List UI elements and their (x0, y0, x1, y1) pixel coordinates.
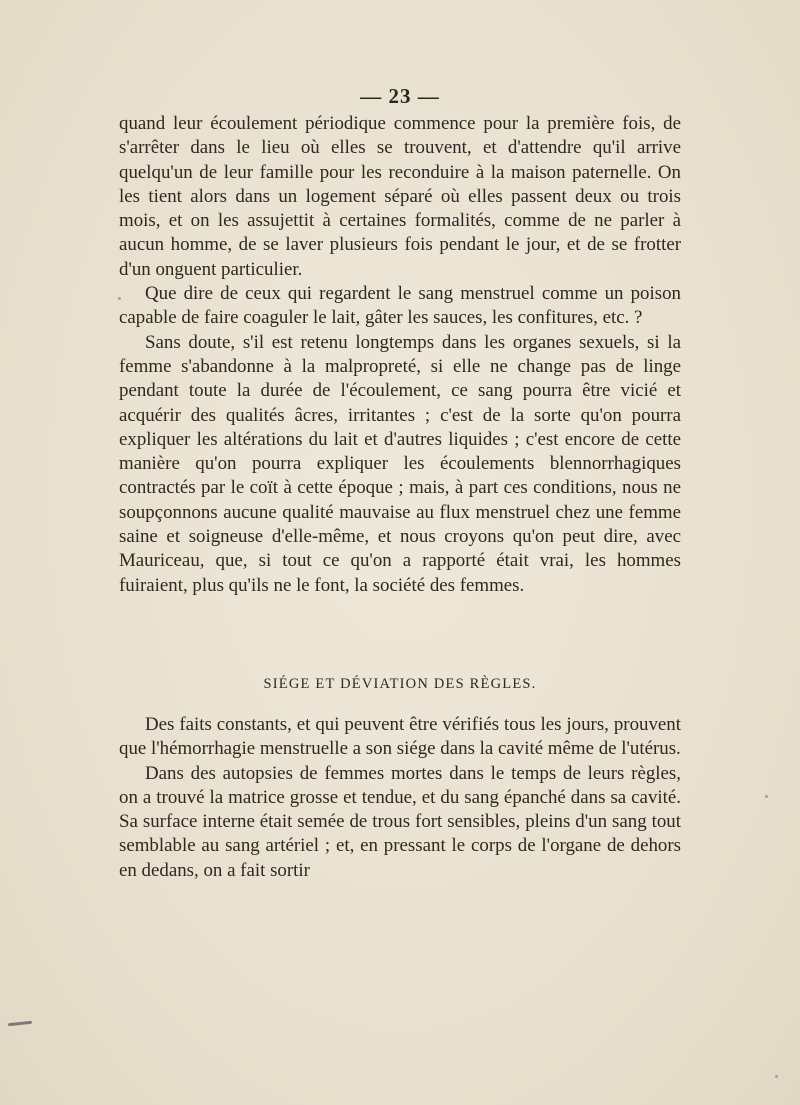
section-heading: SIÉGE ET DÉVIATION DES RÈGLES. (263, 676, 537, 692)
section-paragraph-1: Des faits constants, et qui peuvent être vérifiés tous les jours, prouvent que l'hémorrhagie menstruelle a son siége dans la cavité même de l'utérus. (119, 714, 681, 760)
paragraph-3: Sans doute, s'il est retenu longtemps dans les organes sexuels, si la femme s'abandonne à la malpropreté, si elle ne change pas de linge pendant toute la durée de l'écoulement, ce sang pourra être vicié et acquérir des qualités âcres, irritantes ; c'est de la sorte qu'on pourra expliquer les altérations du lait et d'autres liquides ; c'est encore de cette manière qu'on pourra expliquer les écoulements blennorrhagiques contractés par le coït à cette époque ; mais, à part ces conditions, nous ne soupçonnons aucune qualité mauvaise au flux menstruel chez une femme saine et soigneuse d'elle-même, et nous croyons qu'on peut dire, avec Mauriceau, que, si tout ce qu'on a rapporté était vrai, les hommes fuiraient, plus qu'ils ne le font, la société des femmes. (119, 331, 681, 596)
margin-mark (8, 1021, 32, 1026)
main-text (119, 112, 681, 598)
section-text (119, 713, 681, 883)
section-paragraph-2: Dans des autopsies de femmes mortes dans le temps de leurs règles, on a trouvé la matrice grosse et tendue, et du sang épanché dans sa cavité. Sa surface interne était semée de trous fort sensibles, pleins d'un sang tout semblable au sang artériel ; et, en pressant le corps de l'organe de dehors en dedans, on a fait sortir (119, 762, 681, 881)
paper-speck (775, 1075, 778, 1078)
page-number: — 23 — (360, 84, 440, 108)
paper-speck (118, 297, 121, 300)
paper-speck (765, 795, 768, 798)
paragraph-1: quand leur écoulement périodique commence pour la première fois, de s'arrêter dans le lieu où elles se trouvent, et d'attendre qu'il arrive quelqu'un de leur famille pour les reconduire à la maison paternelle. On les tient alors dans un logement séparé où elles passent deux ou trois mois, et on les assujettit à certaines formalités, comme de ne parler à aucun homme, de se laver plusieurs fois pendant le jour, et de se frotter d'un onguent particulier. (119, 113, 681, 280)
paragraph-2: Que dire de ceux qui regardent le sang menstruel comme un poison capable de faire coaguler le lait, gâter les sauces, les confitures, etc. ? (119, 283, 681, 329)
